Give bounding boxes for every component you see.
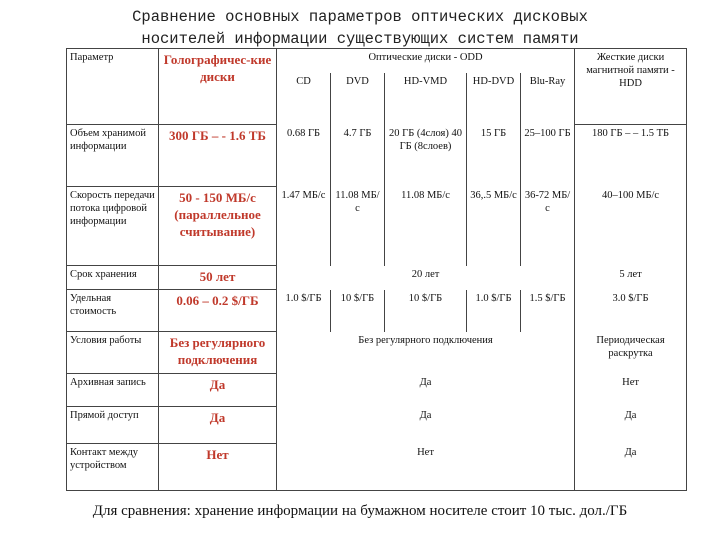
archive-optical: Да: [277, 374, 575, 407]
header-hdd: Жесткие диски магнитной памяти - HDD: [575, 49, 687, 125]
storage-holo: 50 лет: [159, 266, 277, 290]
speed-hdd: 40–100 МБ/с: [575, 187, 687, 266]
speed-dvd: 11.08 МБ/с: [331, 187, 385, 266]
contact-optical: Нет: [277, 444, 575, 491]
row-archive: [67, 374, 687, 407]
row-volume: [67, 125, 687, 187]
storage-hdd: 5 лет: [575, 266, 687, 290]
slide-title: [60, 6, 660, 50]
archive-hdd: Нет: [575, 374, 687, 407]
speed-holo: 50 - 150 МБ/с (параллельное считывание): [159, 187, 277, 266]
direct-holo: Да: [159, 407, 277, 444]
conditions-hdd: Периодическая раскрутка: [575, 332, 687, 374]
header-dvd: DVD: [331, 73, 385, 125]
cost-label: Удельная стоимость: [67, 290, 159, 332]
cost-hdd: 3.0 $/ГБ: [575, 290, 687, 332]
speed-hddvd: 36,.5 МБ/с: [467, 187, 521, 266]
cost-hdvmd: 10 $/ГБ: [385, 290, 467, 332]
row-storage: [67, 266, 687, 290]
contact-holo: Нет: [159, 444, 277, 491]
speed-bluray: 36-72 МБ/с: [521, 187, 575, 266]
conditions-label: Условия работы: [67, 332, 159, 374]
archive-holo: Да: [159, 374, 277, 407]
header-optical-group: Оптические диски - ODD: [277, 49, 575, 73]
speed-cd: 1.47 МБ/с: [277, 187, 331, 266]
speed-hdvmd: 11.08 МБ/с: [385, 187, 467, 266]
cost-bluray: 1.5 $/ГБ: [521, 290, 575, 332]
conditions-holo: Без регулярного подключения: [159, 332, 277, 374]
volume-label: Объем хранимой информации: [67, 125, 159, 187]
header-hdvmd: HD-VMD: [385, 73, 467, 125]
contact-label: Контакт между устройством: [67, 444, 159, 491]
header-row-1: [67, 49, 687, 73]
volume-dvd: 4.7 ГБ: [331, 125, 385, 187]
direct-hdd: Да: [575, 407, 687, 444]
header-param: Параметр: [67, 49, 159, 125]
header-holo: Голографичес-кие диски: [159, 49, 277, 125]
archive-label: Архивная запись: [67, 374, 159, 407]
row-direct: [67, 407, 687, 444]
volume-hdd: 180 ГБ – – 1.5 ТБ: [575, 125, 687, 187]
title-line-1: Сравнение основных параметров оптических дисковых: [132, 8, 588, 26]
row-conditions: [67, 332, 687, 374]
storage-optical: 20 лет: [277, 266, 575, 290]
cost-holo: 0.06 – 0.2 $/ГБ: [159, 290, 277, 332]
storage-label: Срок хранения: [67, 266, 159, 290]
title-line-2: носителей информации существующих систем памяти: [141, 30, 579, 48]
contact-hdd: Да: [575, 444, 687, 491]
cost-cd: 1.0 $/ГБ: [277, 290, 331, 332]
volume-cd: 0.68 ГБ: [277, 125, 331, 187]
row-cost: [67, 290, 687, 332]
direct-label: Прямой доступ: [67, 407, 159, 444]
row-contact: [67, 444, 687, 491]
speed-label: Скорость передачи потока цифровой информации: [67, 187, 159, 266]
comparison-table: [66, 48, 687, 491]
header-bluray: Blu-Ray: [521, 73, 575, 125]
footer-note: Для сравнения: хранение информации на бумажном носителе стоит 10 тыс. дол./ГБ: [92, 503, 628, 519]
volume-hddvd: 15 ГБ: [467, 125, 521, 187]
volume-hdvmd: 20 ГБ (4слоя) 40 ГБ (8слоев): [385, 125, 467, 187]
row-speed: [67, 187, 687, 266]
conditions-optical: Без регулярного подключения: [277, 332, 575, 374]
volume-holo: 300 ГБ – - 1.6 ТБ: [159, 125, 277, 187]
header-cd: CD: [277, 73, 331, 125]
cost-dvd: 10 $/ГБ: [331, 290, 385, 332]
header-hddvd: HD-DVD: [467, 73, 521, 125]
direct-optical: Да: [277, 407, 575, 444]
cost-hddvd: 1.0 $/ГБ: [467, 290, 521, 332]
volume-bluray: 25–100 ГБ: [521, 125, 575, 187]
